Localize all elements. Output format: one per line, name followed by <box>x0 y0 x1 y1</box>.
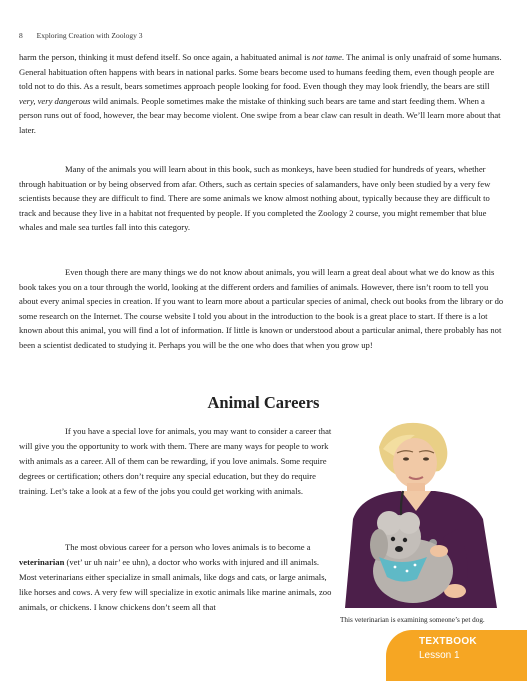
veterinarian-photo <box>339 419 511 608</box>
paragraph-careers-intro: If you have a special love for animals, you may want to consider a career that will give you the opportunity to work with them. There are many ways for people to work with animals as a career. All of them can be rewarding, if you love animals. Some require degrees or certification; others don’t require any special education, but they do require training. Let’s take a look at a few of the jobs you could get working with animals. <box>19 426 332 496</box>
paragraph-habituation: harm the person, thinking it must defend itself. So once again, a habituated animal is not tame. The animal is only unafraid of some humans. General habituation often happens with bears in national parks. Some bears become used to humans feeding them, even though people are told not to do this. As a result, bears sometimes approach people looking for food. Even though they may look friendly, the bears are still very, very dangerous wild animals. People sometimes make the mistake of thinking such bears are tame and start feeding them. When a person runs out of food, however, the bear may become violent. One swipe from a bear claw can result in death. We’ll learn more about that later. <box>19 52 502 135</box>
badge-label: TEXTBOOK <box>419 636 477 647</box>
badge-lesson: Lesson 1 <box>419 650 460 661</box>
paragraph-learn-more: Even though there are many things we do not know about animals, you will learn a great deal about what we do know as this book takes you on a tour through the world, looking at the different orders and families of animals. However, there isn’t room to tell you about every animal species in creation. If you want to learn more about a particular species of animal, check out books from the library or do some research on the Internet. The course website I told you about in the introduction to the book is a great place to start. If there is a lot known about this animal, you will find a lot of information. If little is known or understood about a particular animal, there probably has not been a scientist dedicated to studying it. Perhaps you will be the one who does that when you grow up! <box>19 267 504 350</box>
veterinarian-dog-illustration <box>339 419 511 608</box>
book-title: Exploring Creation with Zoology 3 <box>36 31 143 40</box>
paragraph-studied-animals: Many of the animals you will learn about in this book, such as monkeys, have been studied for hundreds of years, whether through habituation or by being observed from afar. Others, such as certain species of salamanders, have only been studied by a very few scientists because they are difficult to find. There are some animals we know almost nothing about, typically because they are difficult to track and because they live in a habitat not frequented by people. If you completed the Zoology 2 course, you might remember that blue whales and male sea turtles fall into this category. <box>19 164 491 233</box>
paragraph-veterinarian: The most obvious career for a person who loves animals is to become a veterinarian (vet’ ur uh nair’ ee uhn), a doctor who works with injured and ill animals. Most veterinarians either specialize in small animals, like dogs and cats, or large animals, like horses and cows. A very few will specialize in exotic animals like marine animals, zoo animals, or chickens. I know chickens don’t seem all that <box>19 542 332 612</box>
page-number: 8 <box>19 31 23 40</box>
running-head <box>19 31 142 40</box>
figure-caption: This veterinarian is examining someone’s pet dog. <box>340 616 485 624</box>
section-heading-animal-careers: Animal Careers <box>207 393 320 412</box>
textbook-lesson-badge <box>386 630 527 681</box>
